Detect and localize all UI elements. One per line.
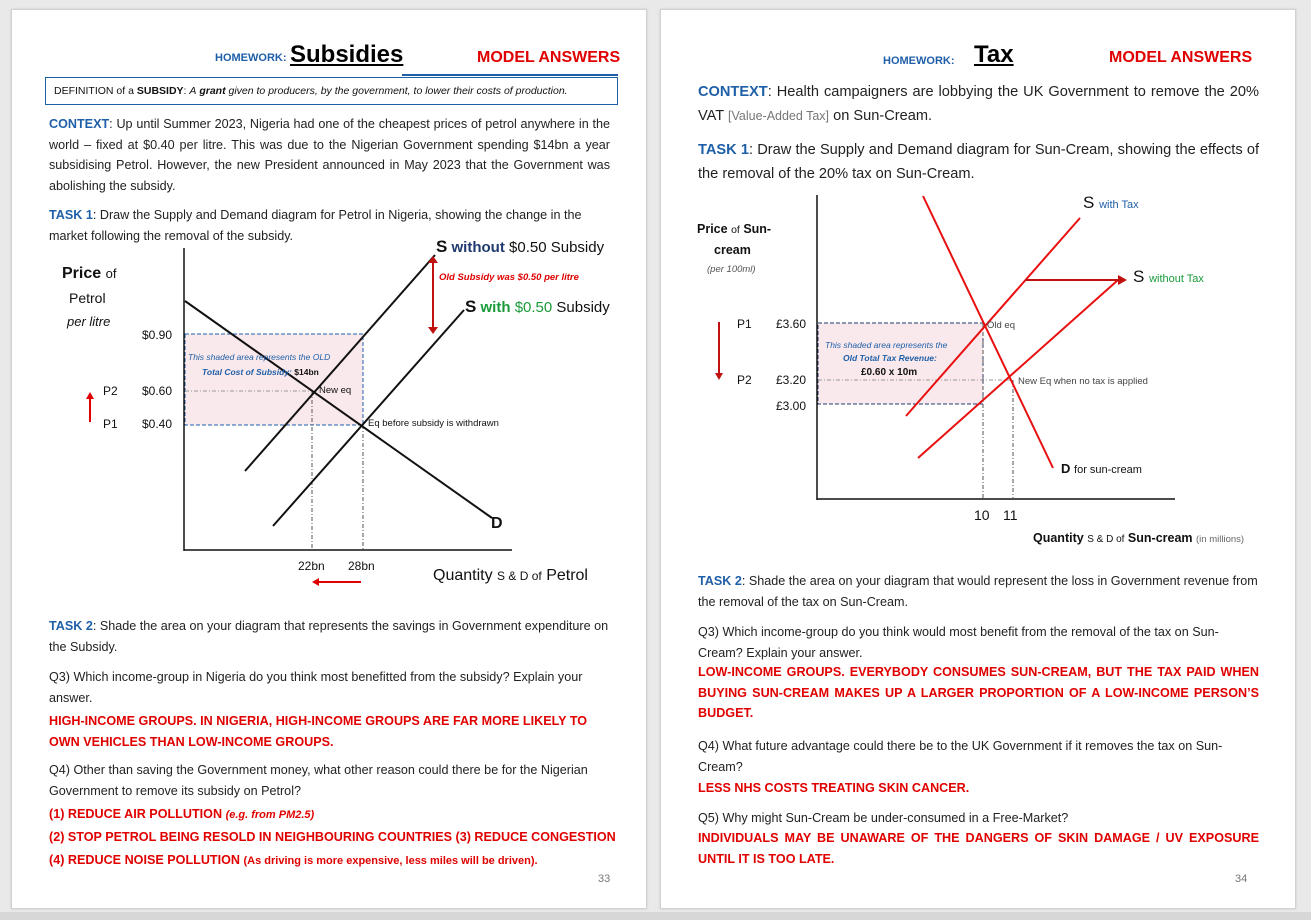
x-tick-11: 11 (1003, 507, 1018, 523)
page-gap-strip (0, 912, 1311, 920)
context-paragraph: CONTEXT: Up until Summer 2023, Nigeria had one of the cheapest prices of petrol anywhere in the world – fixed at $0.40 per litre. This was due to the Nigerian Government spending $14bn a year subsidising Petrol. However, the new President announced in May 2023 that the Government was abolishing the subsidy. (49, 117, 610, 193)
shaded-label-value: £0.60 x 10m (861, 367, 918, 378)
answer-4: LESS NHS COSTS TREATING SKIN CANCER. (698, 781, 970, 795)
definition-grant: grant (199, 85, 226, 97)
old-eq-label: Old eq (987, 320, 1015, 331)
demand-label: D (491, 515, 503, 532)
y-tick-3.60: £3.60 (776, 317, 807, 331)
context-paragraph: CONTEXT: Health campaigners are lobbying the UK Government to remove the 20% VAT [Value-Added Tax] on Sun-Cream. (698, 84, 1259, 124)
y-axis-label-line2: Petrol (69, 290, 106, 306)
shaded-subsidy-area (185, 334, 363, 425)
new-eq-label: New eq (319, 385, 352, 396)
task1-paragraph: TASK 1: Draw the Supply and Demand diagram for Sun-Cream, showing the effects of the removal of the 20% tax on Sun-Cream. (698, 142, 1259, 182)
homework-label: HOMEWORK: (883, 55, 955, 67)
y-tick-3.20: £3.20 (776, 373, 807, 387)
shaded-label-line1: This shaded area represents the (825, 340, 948, 350)
task2-paragraph: TASK 2: Shade the area on your diagram that would represent the loss in Government revenue from the removal of the tax on Sun-Cream. (698, 574, 1258, 609)
question-5: Q5) Why might Sun-Cream be under-consumed in a Free-Market? (698, 811, 1069, 825)
page-34 (660, 9, 1296, 909)
x-axis-label: Quantity S & D of Petrol (433, 567, 588, 584)
y-axis-label-line3: (per 100ml) (707, 264, 756, 275)
answer-4-line1: (1) REDUCE AIR POLLUTION (e.g. from PM2.5) (49, 807, 315, 821)
shaded-label-line1: This shaded area represents the OLD (188, 352, 331, 362)
p2-marker: P2 (737, 373, 752, 387)
y-tick-0.60: $0.60 (142, 384, 173, 398)
definition-term: SUBSIDY (136, 85, 184, 97)
model-answers-label: MODEL ANSWERS (477, 49, 621, 66)
page-number: 34 (1235, 873, 1248, 885)
supply-without-tax-label: S without Tax (1133, 267, 1204, 286)
question-4: Q4) Other than saving the Government money, what other reason could there be for the Nigerian Government to remove its subsidy on Petrol? (49, 763, 588, 798)
p1-marker: P1 (737, 317, 752, 331)
shaded-tax-revenue-area (818, 323, 983, 404)
y-axis-label: Price of (62, 265, 117, 282)
old-eq-label: Eq before subsidy is withdrawn (368, 418, 499, 429)
y-tick-0.90: $0.90 (142, 328, 173, 342)
supply-without-label: S without $0.50 Subsidy (436, 237, 605, 256)
x-tick-22bn: 22bn (298, 559, 325, 573)
homework-label: HOMEWORK: (215, 52, 287, 64)
subsidy-chart (12, 10, 646, 610)
y-tick-0.40: $0.40 (142, 417, 173, 431)
question-3: Q3) Which income-group in Nigeria do you think most benefitted from the subsidy? Explain your answer. (49, 670, 583, 705)
question-3: Q3) Which income-group do you think would most benefit from the removal of the tax on Sun-Cream? Explain your answer. (698, 625, 1219, 660)
y-axis-label-line2: cream (714, 243, 751, 257)
tax-chart (661, 10, 1295, 570)
answer-4-line3: (4) REDUCE NOISE POLLUTION (As driving is more expensive, less miles will be driven). (49, 853, 538, 867)
task2-paragraph: TASK 2: Shade the area on your diagram that represents the savings in Government expenditure on the Subsidy. (49, 619, 609, 654)
x-tick-28bn: 28bn (348, 559, 375, 573)
shaded-label-line2: Old Total Tax Revenue: (843, 353, 937, 363)
definition-box: DEFINITION of a SUBSIDY: A grant given to producers, by the government, to lower their costs of production. (45, 77, 618, 105)
y-axis-label: Price of Sun- (697, 222, 772, 236)
page-title: Tax (974, 41, 1014, 68)
task1-paragraph: TASK 1: Draw the Supply and Demand diagram for Petrol in Nigeria, showing the change in the market following the removal of the subsidy. (49, 208, 582, 243)
demand-label: D for sun-cream (1061, 461, 1142, 476)
answer-5: INDIVIDUALS MAY BE UNAWARE OF THE DANGERS OF SKIN DAMAGE / UV EXPOSURE UNTIL IT IS TOO LATE. (698, 831, 1259, 866)
old-subsidy-note: Old Subsidy was $0.50 per litre (439, 272, 579, 283)
supply-with-label: S with $0.50 Subsidy (465, 297, 610, 316)
y-tick-3.00: £3.00 (776, 399, 807, 413)
model-answers-label: MODEL ANSWERS (1109, 49, 1253, 66)
p1-marker: P1 (103, 417, 118, 431)
answer-3: HIGH-INCOME GROUPS. IN NIGERIA, HIGH-INCOME GROUPS ARE FAR MORE LIKELY TO OWN VEHICLES THAN LOW-INCOME GROUPS. (49, 714, 588, 749)
answer-3: LOW-INCOME GROUPS. EVERYBODY CONSUMES SUN-CREAM, BUT THE TAX PAID WHEN BUYING SUN-CREAM MAKES UP A LARGER PROPORTION OF A LOW-INCOME PERSON’S BUDGET. (698, 665, 1259, 720)
page-number: 33 (598, 873, 611, 885)
x-axis-label: Quantity S & D of Sun-cream (in millions) (1033, 531, 1245, 545)
new-eq-label: New Eq when no tax is applied (1018, 376, 1148, 387)
supply-with-tax-label: S with Tax (1083, 193, 1139, 212)
shaded-label-line2: Total Cost of Subsidy: $14bn (202, 367, 319, 377)
answer-4-line2: (2) STOP PETROL BEING RESOLD IN NEIGHBOURING COUNTRIES (3) REDUCE CONGESTION (49, 830, 616, 844)
p2-marker: P2 (103, 384, 118, 398)
x-tick-10: 10 (974, 507, 990, 523)
page-title: Subsidies (290, 41, 404, 68)
page-33 (11, 9, 647, 909)
y-axis-label-line3: per litre (67, 314, 111, 329)
question-4: Q4) What future advantage could there be to the UK Government if it removes the tax on Sun-Cream? (698, 739, 1223, 774)
